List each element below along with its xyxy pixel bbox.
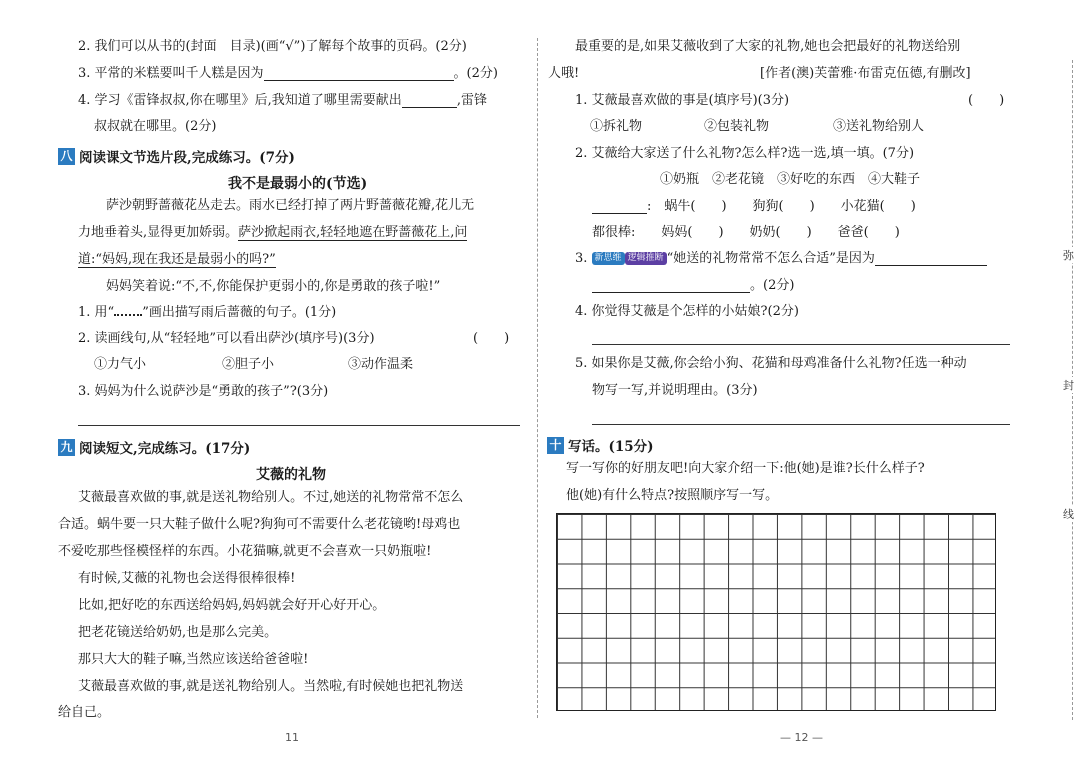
r-question-4: 4. 你觉得艾薇是个怎样的小姑娘?(2分) xyxy=(575,304,799,319)
section-10-badge: 十 xyxy=(547,437,564,454)
passage-2-line: 比如,把好吃的东西送给妈妈,妈妈就会好开心好开心。 xyxy=(78,598,386,613)
answer-blank[interactable] xyxy=(402,94,457,108)
question-3-text: 3. 平常的米糕要叫千人糕是因为 xyxy=(78,66,264,81)
section-8-title: 阅读课文节选片段,完成练习。(7分) xyxy=(79,150,295,166)
answer-line[interactable] xyxy=(592,424,1010,425)
question-4-text-2: ,雷锋 xyxy=(456,93,487,108)
passage-2-cont-1: 最重要的是,如果艾薇收到了大家的礼物,她也会把最好的礼物送给别 xyxy=(575,39,961,54)
underlined-sentence: 萨沙掀起雨衣,轻轻地遮在野蔷薇花上,问 xyxy=(238,225,468,240)
passage-2-title: 艾薇的礼物 xyxy=(256,467,326,483)
answer-blank[interactable] xyxy=(875,252,987,266)
passage-1-text: 力地垂着头,显得更加娇弱。 xyxy=(78,225,239,240)
r-question-2-options: ①奶瓶 ②老花镜 ③好吃的东西 ④大鞋子 xyxy=(660,172,921,187)
page-number-left: 11 xyxy=(285,731,299,744)
section-10-title: 写话。(15分) xyxy=(568,439,654,455)
answer-paren[interactable]: ( ) xyxy=(968,93,1005,108)
new-thinking-tag: 新思维 xyxy=(592,252,625,265)
passage-2-line: 艾薇最喜欢做的事,就是送礼物给别人。当然啦,有时候她也把礼物送 xyxy=(78,679,464,694)
option-3: ③送礼物给别人 xyxy=(833,119,925,134)
r-question-3 xyxy=(575,252,987,266)
section-9-header xyxy=(58,437,250,457)
r-question-2: 2. 艾薇给大家送了什么礼物?怎么样?选一选,填一填。(7分) xyxy=(575,146,915,161)
q3-score: 。(2分) xyxy=(750,278,795,293)
binding-char-mi: 弥 xyxy=(1063,249,1074,262)
answer-blank[interactable] xyxy=(592,279,750,293)
answer-line[interactable] xyxy=(78,425,520,426)
logic-tag: 逻辑推断 xyxy=(625,252,667,265)
option-3: ③动作温柔 xyxy=(348,357,414,372)
q3-text: “她送的礼物常常不怎么合适”是因为 xyxy=(666,251,875,266)
option-1: ①力气小 xyxy=(94,357,147,372)
s8-question-3: 3. 妈妈为什么说萨沙是“勇敢的孩子”?(3分) xyxy=(78,384,329,399)
question-4-text: 4. 学习《雷锋叔叔,你在哪里》后,我知道了哪里需要献出 xyxy=(78,93,402,108)
question-4 xyxy=(78,94,487,108)
section-10-header xyxy=(547,435,654,455)
option-2: ②包装礼物 xyxy=(704,119,770,134)
writing-prompt-1: 写一写你的好朋友吧!向大家介绍一下:他(她)是谁?长什么样子? xyxy=(566,461,925,476)
answer-blank[interactable] xyxy=(264,67,454,81)
section-8-header xyxy=(58,146,295,166)
option-1: ①拆礼物 xyxy=(590,119,643,134)
passage-1-line-1: 萨沙朝野蔷薇花丛走去。雨水已经打掉了两片野蔷薇花瓣,花儿无 xyxy=(106,198,475,213)
writing-grid[interactable] xyxy=(556,513,996,711)
answer-line[interactable] xyxy=(592,344,1010,345)
s8q1-text: 1. 用“ xyxy=(78,305,115,320)
r-question-5: 5. 如果你是艾薇,你会给小狗、花猫和母鸡准备什么礼物?任选一种动 xyxy=(575,356,967,371)
q3-number: 3. xyxy=(575,251,588,266)
passage-2-line: 那只大大的鞋子嘛,当然应该送给爸爸啦! xyxy=(78,652,309,667)
passage-2-line: 给自己。 xyxy=(58,705,111,720)
row-1-text: : 蜗牛( ) 狗狗( ) 小花猫( ) xyxy=(647,199,916,214)
question-3-score: 。(2分) xyxy=(453,66,498,81)
r-question-2-row-2: 都很棒: 妈妈( ) 奶奶( ) 爸爸( ) xyxy=(592,225,900,240)
question-4-cont: 叔叔就在哪里。(2分) xyxy=(94,119,217,134)
passage-2-line: 艾薇最喜欢做的事,就是送礼物给别人。不过,她送的礼物常常不怎么 xyxy=(78,490,464,505)
r-question-1: 1. 艾薇最喜欢做的事是(填序号)(3分) xyxy=(575,93,790,108)
passage-1-line-3: 道:“妈妈,现在我还是最弱小的吗?” xyxy=(78,252,276,267)
passage-2-line: 把老花镜送给奶奶,也是那么完美。 xyxy=(78,625,278,640)
binding-char-feng: 封 xyxy=(1063,379,1074,392)
r-question-5-cont: 物写一写,并说明理由。(3分) xyxy=(592,383,758,398)
r-question-3-cont xyxy=(592,279,794,293)
passage-1-title: 我不是最弱小的(节选) xyxy=(228,176,368,192)
section-9-title: 阅读短文,完成练习。(17分) xyxy=(79,441,251,457)
question-2: 2. 我们可以从书的(封面 目录)(画“√”)了解每个故事的页码。(2分) xyxy=(78,39,467,54)
page-number-right: — 12 — xyxy=(780,731,823,744)
wavy-line-icon xyxy=(114,306,142,316)
page-divider xyxy=(537,38,538,718)
binding-char-xian: 线 xyxy=(1063,508,1074,521)
writing-prompt-2: 他(她)有什么特点?按照顺序写一写。 xyxy=(566,488,779,503)
option-2: ②胆子小 xyxy=(222,357,275,372)
r-question-2-row-1 xyxy=(592,200,916,214)
passage-1-line-4: 妈妈笑着说:“不,不,你能保护更弱小的,你是勇敢的孩子啦!” xyxy=(106,279,441,294)
passage-1-line-2 xyxy=(78,226,467,240)
answer-blank[interactable] xyxy=(592,200,647,214)
s8-question-2: 2. 读画线句,从“轻轻地”可以看出萨沙(填序号)(3分) xyxy=(78,331,375,346)
section-8-badge: 八 xyxy=(58,148,75,165)
answer-paren[interactable]: ( ) xyxy=(473,331,510,346)
question-3 xyxy=(78,67,498,81)
section-9-badge: 九 xyxy=(58,439,75,456)
passage-2-line: 有时候,艾薇的礼物也会送得很棒很棒! xyxy=(78,571,296,586)
passage-2-line: 不爱吃那些怪模怪样的东西。小花猫嘛,就更不会喜欢一只奶瓶啦! xyxy=(58,544,432,559)
s8q1-text-2: ”画出描写雨后蔷薇的句子。(1分) xyxy=(142,305,337,320)
passage-2-cont-2: 人哦! xyxy=(548,66,580,81)
binding-margin xyxy=(1050,0,1080,763)
passage-2-line: 合适。蜗牛要一只大鞋子做什么呢?狗狗可不需要什么老花镜哟!母鸡也 xyxy=(58,517,461,532)
author-credit: [作者(澳)芙蕾雅·布雷克伍德,有删改] xyxy=(760,66,971,81)
s8-question-1 xyxy=(78,306,336,320)
